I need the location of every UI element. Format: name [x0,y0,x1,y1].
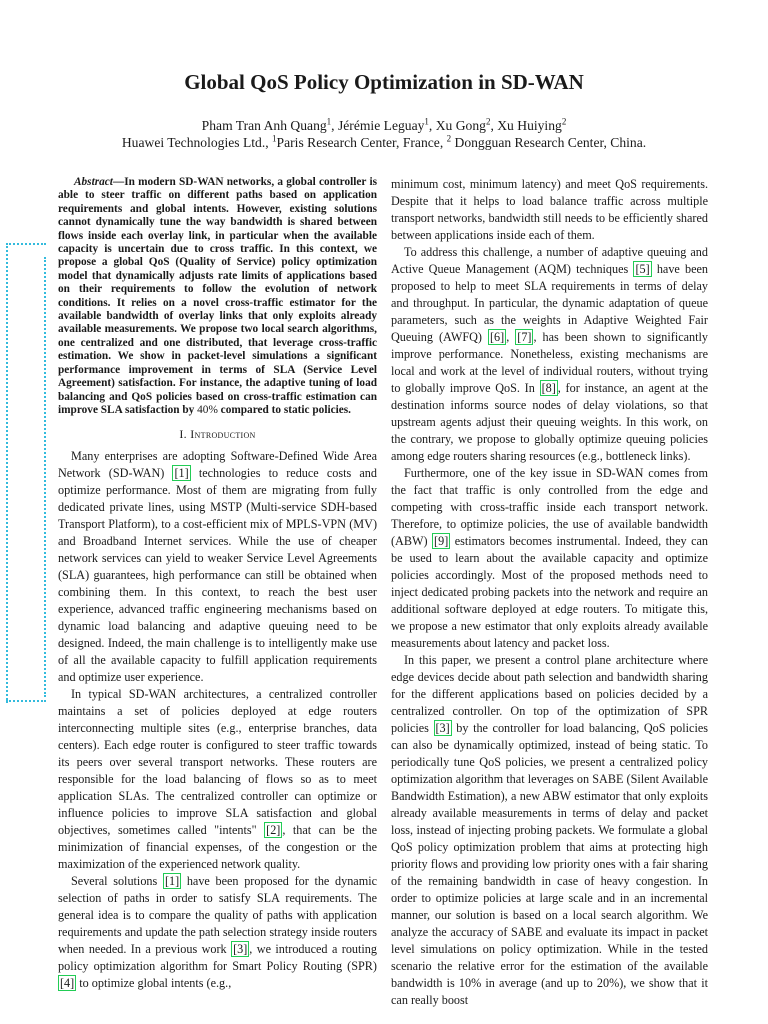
citation-link[interactable]: [3] [233,942,248,957]
author-name: Jérémie Leguay [337,118,425,133]
paragraph [58,448,377,686]
affiliation-center-paris: Paris Research Center, France, [276,135,447,150]
paragraph-text: to optimize global intents (e.g., [76,976,232,991]
abstract-percent: 40% [197,403,218,416]
paragraph-text: , we introduced a routing policy optimization algorithm for Smart Policy Routing (SPR) [58,942,377,974]
paragraph-text: by the controller for load balancing, QoS policies can also be dynamically optimized, instead of being static. To periodically tune QoS policies, we present a centralized policy optimization algorithm that leverages on SABE (Silent Available Bandwidth Estimation), a new ABW estimator that only exploits already available measurements in terms of delay and packet loss, instead of injecting probing packets. We formulate a global QoS policy optimization problem that aims at protecting high priority flows and providing low priority ones with a fair sharing of the remaining bandwidth in case of heavy congestion. In order to optimize policies at large scale and in an incremental manner, our solution is based on a local search algorithm. We analyze the accuracy of SABE and evaluate its impact in packet level simulations on policy optimization. While in the tested scenario the relative error for the estimation of the available bandwidth is 10% in average (and up to 20%), we show that it can really boost [391,721,708,1007]
citation-link[interactable]: [3] [435,721,450,735]
paragraph-text: have been proposed to help to meet SLA requirements in terms of delay and throughput. In particular, the dynamic adaptation of queue parameters, such as the weights in Adaptive Weighted Fair Queuing (AWFQ) [391,262,709,344]
paragraph-text: technologies to reduce costs and optimize performance. Most of them are migrating from fully dedicated private lines, using MSTP (Multi-service SDH-based Transport Platform), to a cost-efficient mix of MPLS-VPN (MV) and Broadband Internet services. While the use of cheaper network services can yield to weaker Service Level Agreements (SLA) guarantees, high performance can still be obtained when combining them. In this context, to reach the best user experience, advanced traffic engineering mechanisms based on dynamic load balancing and adaptive queuing need to be designed. Indeed, the main challenge is to intelligently make use of all the available capacity to fulfill application requirements and optimize user experience. [58,466,377,685]
paragraph: minimum cost, minimum latency) and meet QoS requirements. Despite that it helps to load balance traffic across multiple transport networks, bandwidth still needs to be efficiently shared between applications inside each of them. [391,177,708,242]
affiliation-center-dongguan: Dongguan Research Center, China. [451,135,647,150]
citation-link[interactable]: [4] [60,976,75,991]
author-affil-mark: 1 [326,116,332,127]
author-list: Pham Tran Anh Quang$^1$, Jérémie Leguay$^1$, Xu Gong$^2$, Xu Huiying$^2$ [201,116,567,133]
section-number: I. [179,427,187,442]
paragraph-text: In typical SD-WAN architectures, a centralized controller maintains a set of policies deployed at edge routers interconnecting multiple sites (e.g., enterprise branches, data centers). Each edge router is configured to steer traffic towards its peers over several transport networks. These routers are responsible for the load balancing of flows so as to meet application SLAs. The centralized controller can optimize or influence policies to improve SLA satisfaction and global objectives, sometimes called "intents" [58,687,377,838]
paragraph-text: , for instance, an agent at the destination informs source nodes of delay violations, so that upstream agents adjust their queuing weights. In this work, on the contrary, we propose to globally optimize queuing policies among edge routers sharing resources (e.g., bottleneck links). [391,381,708,463]
citation-link[interactable]: [8] [541,381,556,395]
citation-link[interactable]: [1] [164,874,180,889]
author-affil-mark: 2 [561,116,567,127]
paragraph [58,686,377,873]
abstract-dash: — [112,176,125,188]
paragraph [391,244,708,465]
abstract-label: Abstract [74,176,113,188]
paragraph [58,873,377,992]
citation-link[interactable]: [2] [266,823,281,838]
margin-annotation-marker [6,243,48,703]
paragraph-text: Furthermore, one of the key issue in SD-WAN comes from the fact that traffic is only controlled from the edge and competing with cross-traffic inside each transport network. Therefore, to optimize policies, the use of available bandwidth (ABW) [391,466,708,548]
paragraph-text: Many enterprises are adopting Software-Defined Wide Area Network (SD-WAN) [58,449,377,481]
affiliation-line [0,134,768,152]
author-name: Pham Tran Anh Quang [201,118,327,133]
paragraph-text: , [506,330,516,344]
section-heading-introduction [58,427,377,442]
citation-link[interactable]: [6] [490,330,505,344]
right-column [391,176,708,1009]
paper-title: Global QoS Policy Optimization in SD-WAN [184,70,584,94]
abstract-text: In modern SD-WAN networks, a global controller is able to steer traffic on different paths based on application requirements and global intents. However, existing solutions cannot dynamically tune the way bandwidth is shared between flows inside each overlay link, in particular when the available capacity is uncertain due to cross traffic. In this context, we propose a global QoS (Quality of Service) policy optimization model that dynamically adjusts rate limits of applications based on their requirements to follow the evolution of network conditions. It relies on a novel cross-traffic estimator for the available bandwidth of overlay links that only exploits already available measurements. We propose two local search algorithms, one centralized and one distributed, that leverage cross-traffic estimation. We show in packet-level simulations a significant performance improvement in terms of SLA (Service Level Agreement) satisfaction. For instance, the adaptive tuning of load balancing and QoS policies based on cross-traffic estimation can improve SLA satisfaction by [58,176,377,416]
author-affil-mark: 2 [485,116,491,127]
paragraph [391,652,708,1009]
author-affil-mark: 1 [424,116,429,127]
affil-mark: 1 [272,133,277,144]
abstract-tail: compared to static policies. [217,403,351,416]
affiliation-company: Huawei Technologies Ltd., [121,135,273,150]
left-column [58,176,377,992]
paragraph-text: have been proposed for the dynamic selection of paths in order to satisfy SLA requirements. The general idea is to compare the quality of paths with application requirements and update the path selection strategy inside routers when needed. In a previous work [58,874,377,957]
section-title: Introduction [190,427,256,442]
paragraph [391,465,708,652]
author-name: Xu Gong [435,118,486,133]
paragraph-text: , that can be the minimization of financial expenses, of the congestion or the maximization of the experienced network quality. [58,823,377,872]
paragraph-text: In this paper, we present a control plane architecture where edge devices decide about path selection and bandwidth sharing for the different applications based on policies decided by a centralized controller. On top of the optimization of SPR policies [391,653,708,735]
citation-link[interactable]: [7] [517,330,532,344]
margin-annotation-marker-bottom [6,700,46,702]
paragraph-text: To address this challenge, a number of adaptive queuing and Active Queue Management (AQM) techniques [391,245,708,276]
citation-link[interactable]: [9] [434,534,449,548]
author-name: Xu Huiying [497,118,562,133]
affil-mark: 2 [446,133,452,144]
citation-link[interactable]: [5] [635,262,650,276]
paragraph-text: estimators becomes instrumental. Indeed, they can be used to learn about the available capacity and optimize policies accordingly. Most of the proposed methods need to inject dedicated probing packets into the network and require an additional software deployed at edge routers. To mitigate this, we propose a new estimator that only exploits already available measurements about latency and packet loss. [391,534,708,650]
abstract [58,176,377,417]
paragraph-text: , has been shown to significantly improve performance. Nonetheless, existing mechanisms are local and work at the level of individual routers, without trying to globally improve QoS. In [391,330,709,395]
paragraph-text: Several solutions [71,874,163,889]
citation-link[interactable]: [1] [174,466,189,481]
